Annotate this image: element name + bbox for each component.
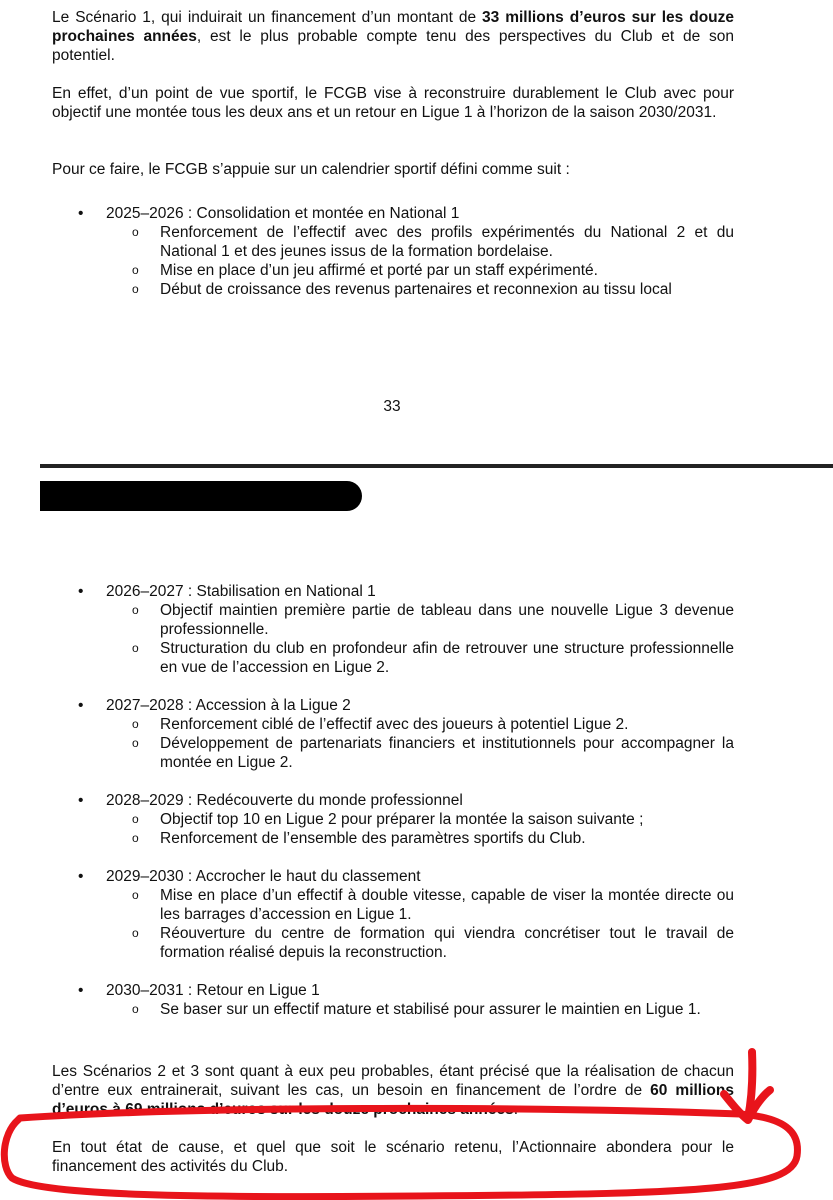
text: En tout état de cause, et quel que soit le scénario retenu, l’Actionnaire abondera pour le financement des activités du Club. — [52, 1139, 734, 1175]
season-title: 2029–2030 : Accrocher le haut du classement — [106, 868, 421, 885]
text: Pour ce faire, le FCGB s’appuie sur un calendrier sportif défini comme suit : — [52, 161, 570, 178]
bullet-icon: • — [78, 868, 84, 885]
season-title: 2027–2028 : Accession à la Ligue 2 — [106, 697, 351, 714]
page-divider — [40, 464, 833, 468]
circle-bullet-icon: o — [132, 831, 139, 845]
bullet-icon: • — [78, 982, 84, 999]
bold-amount: 33 millions d’euros sur les douze prochaines années — [52, 9, 735, 45]
sub-item-text: Structuration du club en profondeur afin de retrouver une structure professionnelle en vue de l’accession en Ligue 2. — [160, 640, 734, 676]
circle-bullet-icon: o — [132, 263, 139, 277]
season-sub-item — [52, 223, 734, 261]
season-sub-item — [52, 715, 734, 734]
paragraph-sporting-view — [52, 84, 734, 122]
season-title: 2025–2026 : Consolidation et montée en National 1 — [106, 205, 460, 222]
season-title: 2028–2029 : Redécouverte du monde professionnel — [106, 792, 463, 809]
season-title: 2030–2031 : Retour en Ligue 1 — [106, 982, 320, 999]
sub-item-text: Développement de partenariats financiers et institutionnels pour accompagner la montée en Ligue 2. — [160, 735, 734, 771]
bullet-icon: • — [78, 205, 84, 222]
sub-item-text: Renforcement de l’effectif avec des profils expérimentés du National 2 et du National 1 et des jeunes issus de la formation bordelaise. — [160, 224, 734, 260]
paragraph-scenario-1 — [52, 8, 734, 65]
sub-item-text: Mise en place d’un effectif à double vitesse, capable de viser la montée directe ou les barrages d’accession en Ligue 1. — [160, 887, 734, 923]
season-sub-item — [52, 601, 734, 639]
season-sub-item — [52, 261, 734, 280]
text: Le Scénario 1, qui induirait un financement d’un montant de — [52, 9, 483, 26]
season-title: 2026–2027 : Stabilisation en National 1 — [106, 583, 376, 600]
season-item — [52, 204, 734, 299]
text: . — [513, 1101, 519, 1118]
circle-bullet-icon: o — [132, 1002, 139, 1016]
bullet-icon: • — [78, 697, 84, 714]
season-item — [52, 791, 734, 848]
season-sub-item — [52, 280, 734, 299]
sub-item-text: Renforcement ciblé de l’effectif avec des joueurs à potentiel Ligue 2. — [160, 716, 629, 733]
circle-bullet-icon: o — [132, 641, 139, 655]
circle-bullet-icon: o — [132, 926, 139, 940]
bold-amount: 60 millions d’euros à 69 millions d’euros sur les douze prochaines années — [52, 1082, 734, 1118]
paragraph-shareholder — [52, 1138, 734, 1176]
sub-item-text: Objectif maintien première partie de tableau dans une nouvelle Ligue 3 devenue professionnelle. — [160, 602, 734, 638]
text: En effet, d’un point de vue sportif, le FCGB vise à reconstruire durablement le Club avec pour objectif une montée tous les deux ans et un retour en Ligue 1 à l’horizon de la saison 2030/2031. — [52, 85, 734, 121]
text: , est le plus probable compte tenu des perspectives du Club et de son potentiel. — [52, 28, 734, 64]
season-sub-item — [52, 1000, 734, 1019]
page-number: 33 — [383, 398, 401, 415]
sub-item-text: Début de croissance des revenus partenaires et reconnexion au tissu local — [160, 281, 672, 298]
sub-item-text: Objectif top 10 en Ligue 2 pour préparer la montée la saison suivante ; — [160, 811, 644, 828]
paragraph-calendar-intro — [52, 160, 734, 179]
season-item — [52, 582, 734, 677]
circle-bullet-icon: o — [132, 282, 139, 296]
season-list-page-1 — [52, 204, 734, 299]
season-item — [52, 981, 734, 1019]
sub-item-text: Se baser sur un effectif mature et stabilisé pour assurer le maintien en Ligue 1. — [160, 1001, 701, 1018]
season-item — [52, 867, 734, 962]
circle-bullet-icon: o — [132, 736, 139, 750]
season-sub-item — [52, 886, 734, 924]
season-sub-item — [52, 924, 734, 962]
redaction-bar — [40, 481, 362, 511]
circle-bullet-icon: o — [132, 717, 139, 731]
bullet-icon: • — [78, 792, 84, 809]
circle-bullet-icon: o — [132, 812, 139, 826]
sub-item-text: Réouverture du centre de formation qui viendra concrétiser tout le travail de formation réalisé depuis la reconstruction. — [160, 925, 734, 961]
season-sub-item — [52, 639, 734, 677]
sub-item-text: Renforcement de l’ensemble des paramètres sportifs du Club. — [160, 830, 586, 847]
circle-bullet-icon: o — [132, 888, 139, 902]
circle-bullet-icon: o — [132, 603, 139, 617]
season-sub-item — [52, 734, 734, 772]
season-sub-item — [52, 810, 734, 829]
season-list-page-2 — [52, 582, 734, 1019]
text: Les Scénarios 2 et 3 sont quant à eux peu probables, étant précisé que la réalisation de chacun d’entre eux entrainerait, suivant les cas, un besoin en financement de l’ordre de — [52, 1063, 734, 1099]
season-sub-item — [52, 829, 734, 848]
circle-bullet-icon: o — [132, 225, 139, 239]
bullet-icon: • — [78, 583, 84, 600]
paragraph-scenarios-2-3 — [52, 1062, 734, 1119]
season-item — [52, 696, 734, 772]
sub-item-text: Mise en place d’un jeu affirmé et porté par un staff expérimenté. — [160, 262, 598, 279]
